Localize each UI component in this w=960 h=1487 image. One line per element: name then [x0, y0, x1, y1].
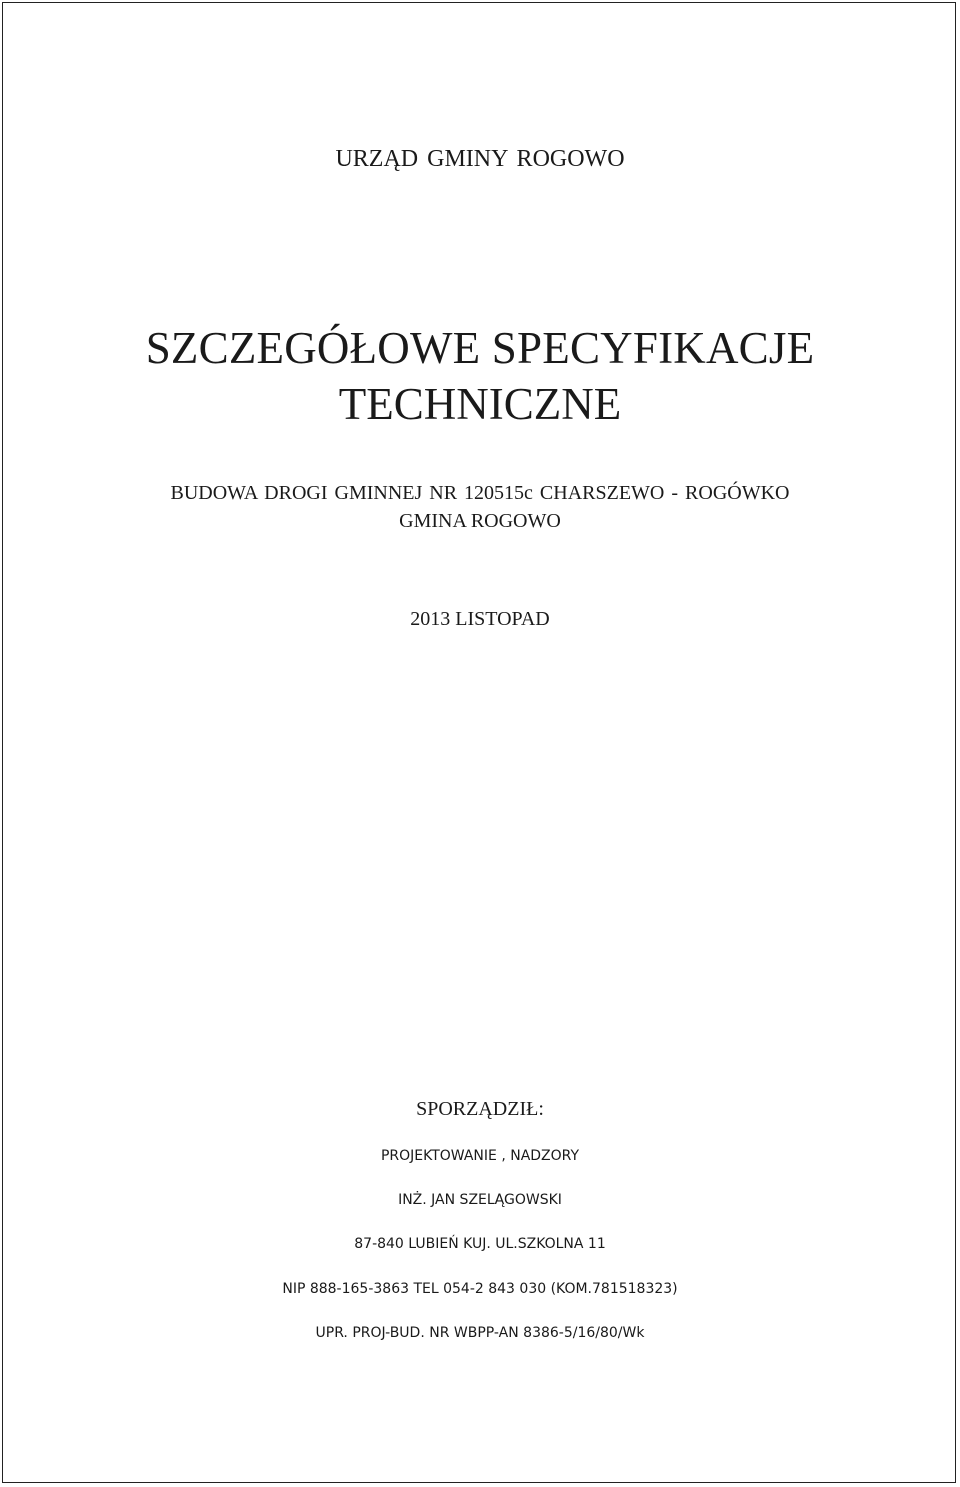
- author-license: UPR. PROJ-BUD. NR WBPP-AN 8386-5/16/80/Wk: [315, 1325, 645, 1341]
- author-address: 87-840 LUBIEŃ KUJ. UL.SZKOLNA 11: [354, 1236, 606, 1252]
- document-title-line-1: SZCZEGÓŁOWE SPECYFIKACJE: [145, 323, 815, 373]
- author-contact: NIP 888-165-3863 TEL 054-2 843 030 (KOM.781518323): [282, 1281, 678, 1297]
- project-municipality: GMINA ROGOWO: [399, 510, 561, 532]
- page-border: [2, 2, 956, 1483]
- prepared-by-label: SPORZĄDZIŁ:: [416, 1098, 544, 1120]
- author-company: PROJEKTOWANIE , NADZORY: [380, 1148, 580, 1164]
- office-name: URZĄD GMINY ROGOWO: [335, 146, 625, 172]
- document-date: 2013 LISTOPAD: [410, 608, 550, 630]
- document-title-line-2: TECHNICZNE: [338, 379, 622, 429]
- author-name: INŻ. JAN SZELĄGOWSKI: [398, 1192, 562, 1208]
- project-name: BUDOWA DROGI GMINNEJ NR 120515c CHARSZEWO - ROGÓWKO: [170, 482, 790, 504]
